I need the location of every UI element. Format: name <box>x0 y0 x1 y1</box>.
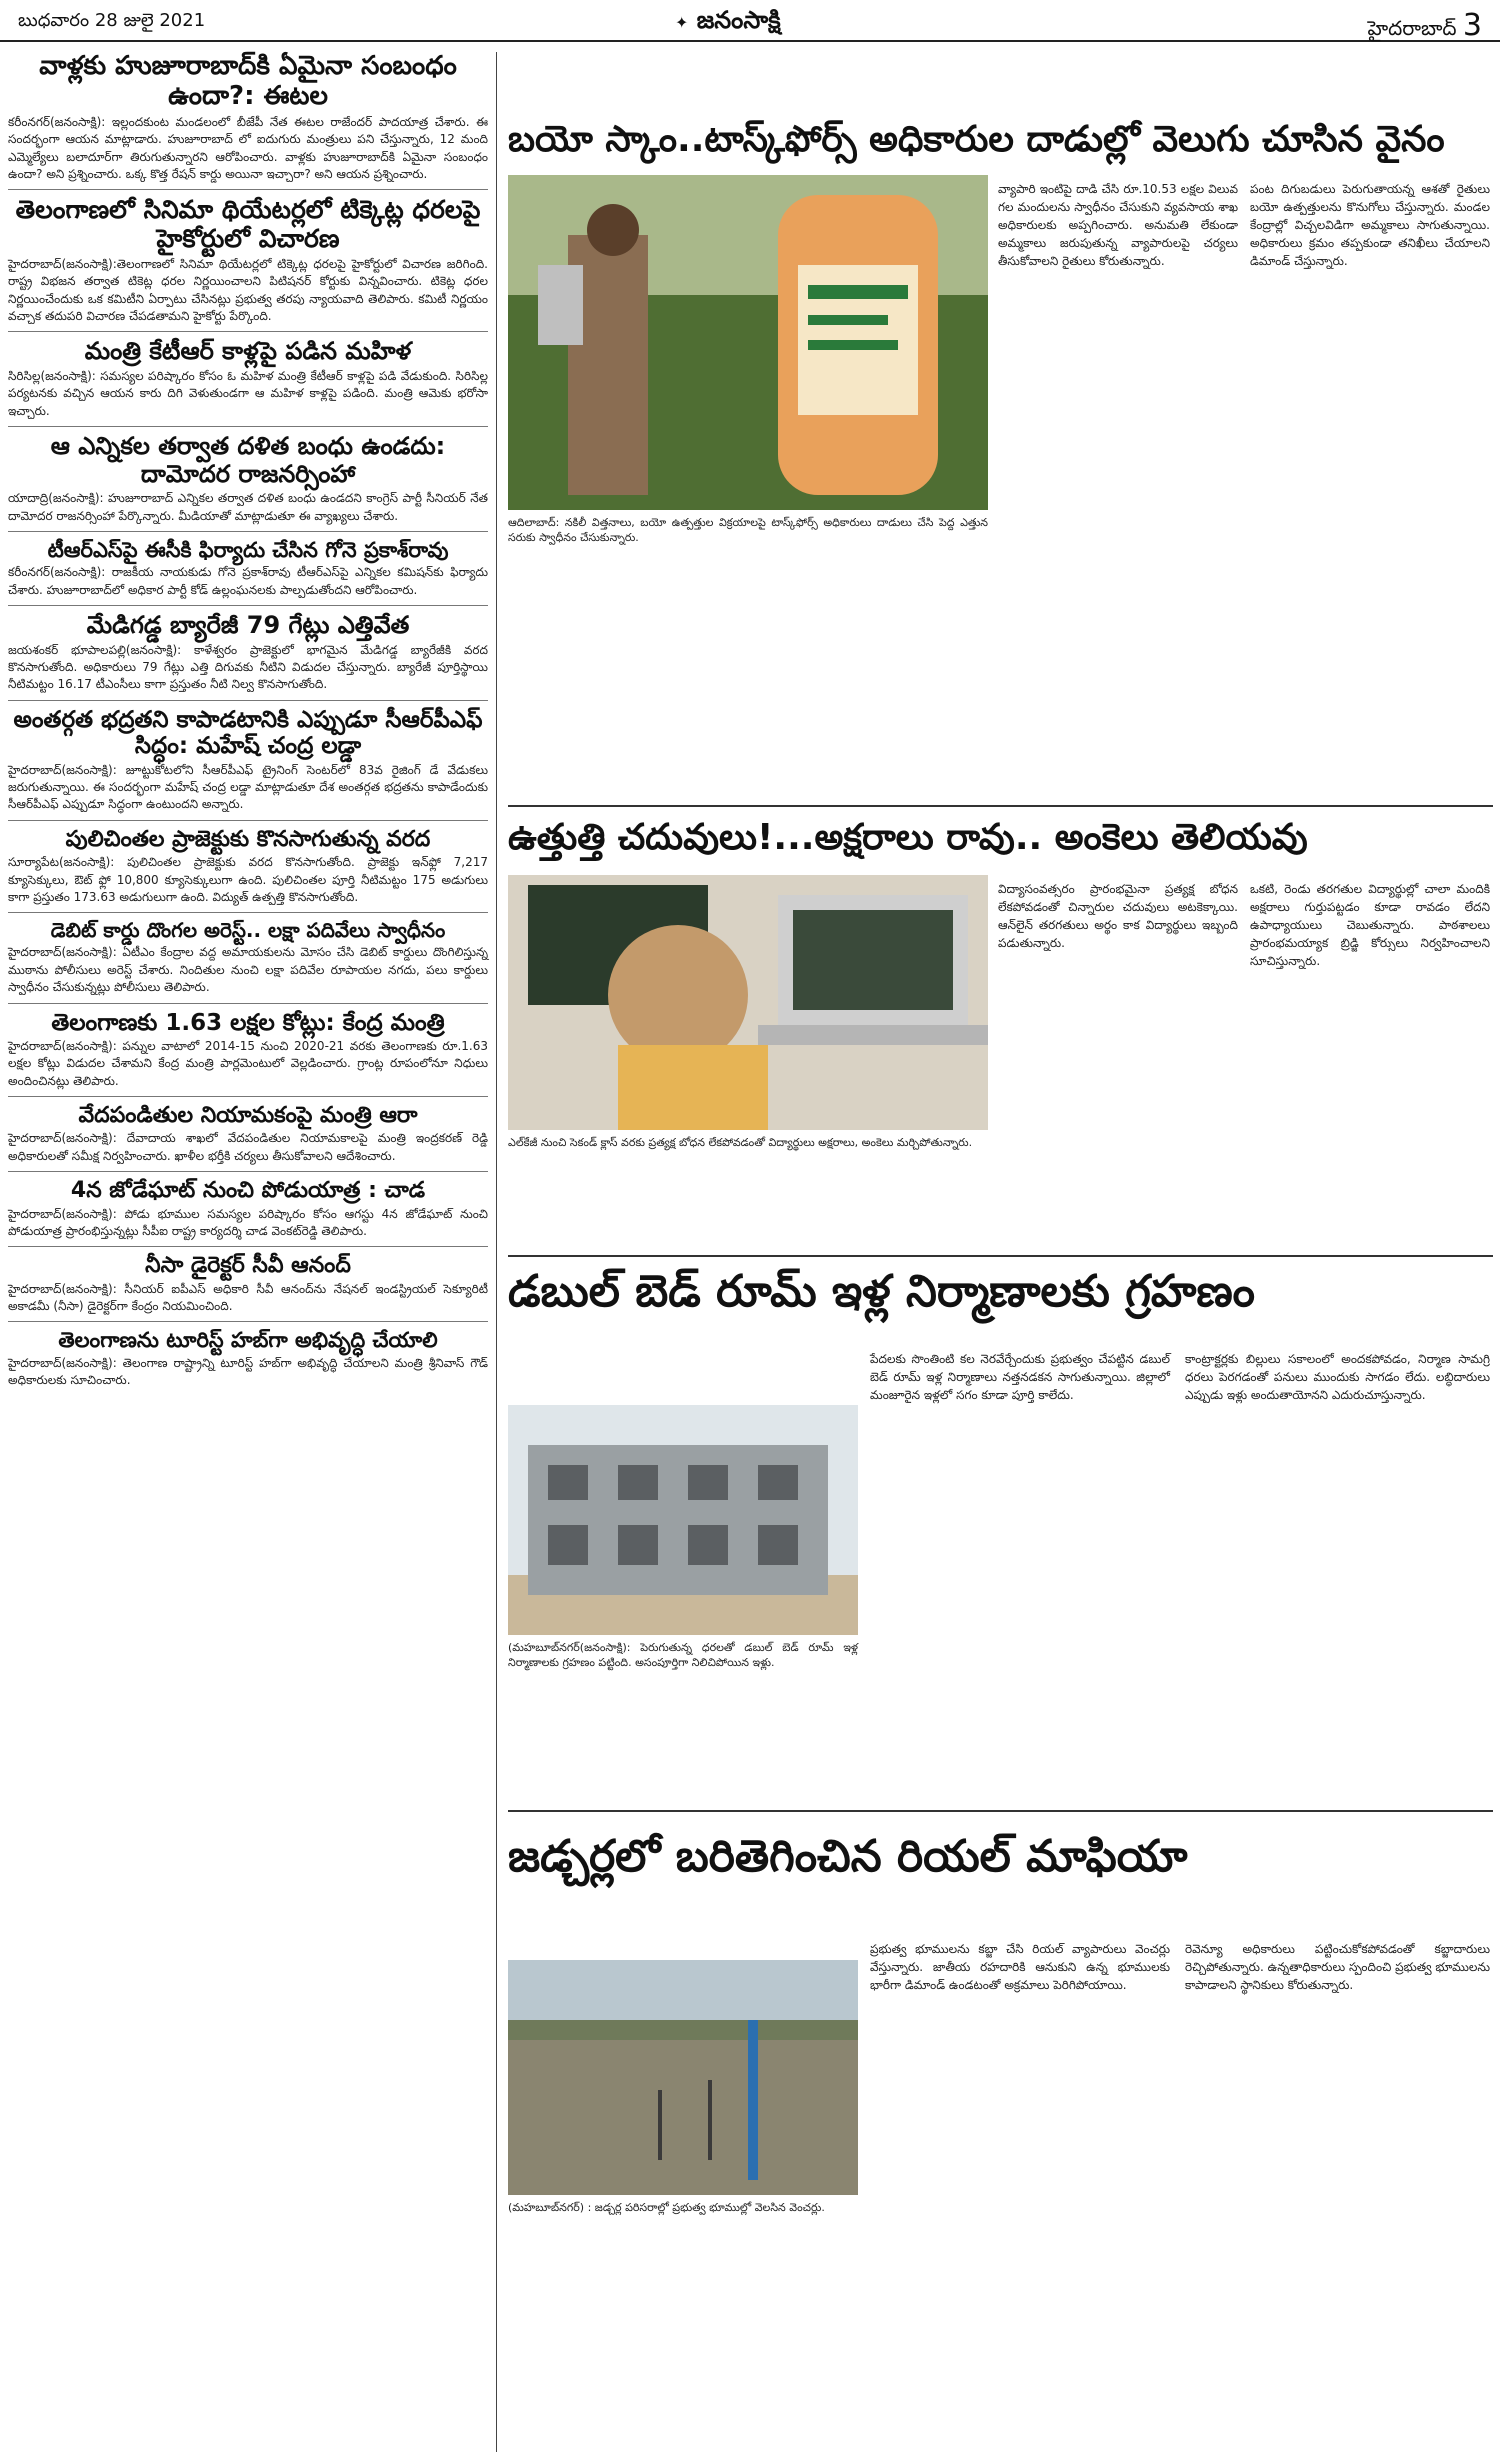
story-column: రెవెన్యూ అధికారులు పట్టించుకోకపోవడంతో కబ్జాదారులు రెచ్చిపోతున్నారు. ఉన్నతాధికారులు స్పందించి ప్రభుత్వ భూములను కాపాడాలని స్థానికులు కోరుతున్నారు. <box>1185 1942 1490 1992</box>
divider <box>8 605 488 606</box>
news-body: హైదరాబాద్‌(జనంసాక్షి): దేవాదాయ శాఖలో వేదపండితుల నియామకాలపై మంత్రి ఇంద్రకరణ్‌ రెడ్డి అధికారులతో సమీక్ష నిర్వహించారు. ఖాళీల భర్తీకి చర్యలు తీసుకోవాలని ఆదేశించారు. <box>8 1131 488 1163</box>
edition-city: హైదరాబాద్ <box>1367 16 1457 40</box>
news-item <box>8 52 488 183</box>
divider <box>8 1321 488 1322</box>
news-item <box>8 919 488 996</box>
farmer-spraying-photo <box>508 175 988 510</box>
story-headline-real-estate: జడ్చర్లలో బరితెగించిన రియల్‌ మాఫియా <box>508 1831 1188 1882</box>
news-item <box>8 827 488 906</box>
news-headline: నీసా డైరెక్టర్‌ సీవీ ఆనంద్‌ <box>145 1253 351 1279</box>
news-item <box>8 538 488 599</box>
news-headline: పులిచింతల ప్రాజెక్టుకు కొనసాగుతున్న వరద <box>65 826 431 852</box>
story-column: విద్యాసంవత్సరం ప్రారంభమైనా ప్రత్యక్ష బోధన లేకపోవడంతో చిన్నారుల చదువులు అటకెక్కాయి. ఆన్‌లైన్‌ తరగతులు అర్థం కాక విద్యార్థులు ఇబ్బంది పడుతున్నారు. <box>998 882 1238 950</box>
divider <box>8 912 488 913</box>
news-headline: డెబిట్‌ కార్డు దొంగల అరెస్ట్‌.. లక్షా పదివేలు స్వాధీనం <box>50 918 446 943</box>
news-item <box>8 612 488 694</box>
divider <box>8 189 488 190</box>
divider <box>8 820 488 821</box>
divider <box>8 1003 488 1004</box>
story-column: పేదలకు సొంతింటి కల నెరవేర్చేందుకు ప్రభుత్వం చేపట్టిన డబుల్‌ బెడ్‌ రూమ్‌ ఇళ్ల నిర్మాణాలు నత్తనడకన సాగుతున్నాయి. జిల్లాలో మంజూరైన ఇళ్లలో సగం కూడా పూర్తి కాలేదు. <box>870 1352 1170 1402</box>
news-item <box>8 1103 488 1165</box>
masthead-right <box>1367 8 1482 45</box>
story-column: ప్రభుత్వ భూములను కబ్జా చేసి రియల్‌ వ్యాపారులు వెంచర్లు వేస్తున్నారు. జాతీయ రహదారికి ఆనుకుని ఉన్న భూములకు భారీగా డిమాండ్‌ ఉండటంతో అక్రమాలు పెరిగిపోయాయి. <box>870 1942 1170 1992</box>
news-headline: తెలంగాణను టూరిస్ట్‌ హబ్‌గా అభివృద్ధి చేయాలి <box>58 1328 438 1353</box>
column-divider <box>496 52 497 2452</box>
news-body: సూర్యాపేట(జనంసాక్షి): పులిచింతల ప్రాజెక్టుకు వరద కొనసాగుతోంది. ప్రాజెక్టు ఇన్‌ఫ్లో 7,217 క్యూసెక్కులు, ఔట్‌ ఫ్లో 10,800 క్యూసెక్కులుగా ఉంది. పులిచింతల పూర్తి నీటిమట్టం 175 అడుగులు కాగా ప్రస్తుతం 173.63 అడుగులుగా ఉంది. విద్యుత్‌ ఉత్పత్తి కొనసాగుతోంది. <box>8 855 488 904</box>
masthead <box>0 0 1500 42</box>
divider <box>508 1255 1493 1257</box>
story-column: పంట దిగుబడులు పెరుగుతాయన్న ఆశతో రైతులు బయో ఉత్పత్తులను కొనుగోలు చేస్తున్నారు. మండల కేంద్రాల్లో విచ్చలవిడిగా అమ్మకాలు సాగుతున్నాయి. అధికారులు క్రమం తప్పకుండా తనిఖీలు చేయాలని డిమాండ్‌ చేస్తున్నారు. <box>1250 182 1490 268</box>
news-item <box>8 707 488 814</box>
issue-date: బుధవారం 28 జులై 2021 <box>18 10 206 31</box>
logo-icon: ✦ <box>675 13 689 32</box>
news-body: హైదరాబాద్‌(జనంసాక్షి):తెలంగాణలో సినిమా థియేటర్లలో టిక్కెట్ల ధరలపై హైకోర్టులో విచారణ జరిగింది. రాష్ట్ర విభజన తర్వాత టికెట్ల ధరల నిర్ణయించాలని పిటిషనర్‌ కోర్టుకు విన్నవించారు. టికెట్ల ధరల నిర్ణయించేందుకు ఒక కమిటీని ఏర్పాటు చేసినట్లు ప్రభుత్వ తరపు న్యాయవాది తెలిపారు. కమిటీ నిర్ణయం వచ్చాక తదుపరి విచారణ చేపడతామని హైకోర్టు పేర్కొంది. <box>8 256 488 324</box>
news-headline: తెలంగాణకు 1.63 లక్షల కోట్లు: కేంద్ర మంత్రి <box>51 1009 445 1036</box>
story-column: కాంట్రాక్టర్లకు బిల్లులు సకాలంలో అందకపోవడం, నిర్మాణ సామగ్రి ధరలు పెరగడంతో పనులు ముందుకు సాగడం లేదు. లబ్ధిదారులు ఎప్పుడు ఇళ్లు అందుతాయోనని ఎదురుచూస్తున్నారు. <box>1185 1352 1490 1402</box>
story-headline-housing: డబుల్‌ బెడ్‌ రూమ్‌ ఇళ్ల నిర్మాణాలకు గ్రహణం <box>508 1266 1255 1317</box>
news-body: హైదరాబాద్‌(జనంసాక్షి): సీనియర్‌ ఐపీఎస్‌ అధికారి సీవీ ఆనంద్‌ను నేషనల్‌ ఇండస్ట్రియల్‌ సెక్యూరిటీ అకాడమీ (నీసా) డైరెక్టర్‌గా కేంద్రం నియమించింది. <box>8 1281 488 1313</box>
news-headline: 4న జోడేఘాట్‌ నుంచి పోడుయాత్ర : చాడ <box>70 1178 426 1204</box>
news-headline: మంత్రి కేటీఆర్‌ కాళ్లపై పడిన మహిళ <box>84 337 412 366</box>
divider <box>8 700 488 701</box>
photo-caption: ఎల్‌కేజీ నుంచి సెకండ్‌ క్లాస్‌ వరకు ప్రత్యక్ష బోధన లేకపోవడంతో విద్యార్థులు అక్షరాలు, అంకెలు మర్చిపోతున్నారు. <box>508 1136 973 1149</box>
news-body: హైదరాబాద్‌(జనంసాక్షి): ఏటీఎం కేంద్రాల వద్ద అమాయకులను మోసం చేసి డెబిట్‌ కార్డులు దొంగిలిస్తున్న ముఠాను పోలీసులు అరెస్ట్‌ చేశారు. నిందితుల నుంచి లక్షా పదివేల రూపాయల నగదు, పలు కార్డులు స్వాధీనం చేసుకున్నట్లు పోలీసులు తెలిపారు. <box>8 945 488 995</box>
news-headline: మేడిగడ్డ బ్యారేజీ 79 గేట్లు ఎత్తివేత <box>86 611 410 640</box>
news-body: హైదరాబాద్‌(జనంసాక్షి): జూట్టుకోటలోని సీఆర్‌పీఎఫ్‌ ట్రైనింగ్‌ సెంటర్‌లో 83వ రైజింగ్‌ డే వేడుకలు జరుగుతున్నాయి. ఈ సందర్భంగా మహేష్‌ చంద్ర లడ్డా మాట్లాడుతూ దేశ అంతర్గత భద్రతను కాపాడేందుకు సీఆర్‌పీఎఫ్‌ ఎప్పుడూ సిద్ధంగా ఉంటుందని అన్నారు. <box>8 762 488 812</box>
news-body: కరీంనగర్‌(జనంసాక్షి): రాజకీయ నాయకుడు గోనె ప్రకాశ్‌రావు టీఆర్‌ఎస్‌పై ఎన్నికల కమిషన్‌కు ఫిర్యాదు చేశారు. హుజూరాబాద్‌లో అధికార పార్టీ కోడ్‌ ఉల్లంఘనలకు పాల్పడుతోందని ఆరోపించారు. <box>8 565 488 597</box>
news-body: హైదరాబాద్‌(జనంసాక్షి): పన్నుల వాటాలో 2014-15 నుంచి 2020-21 వరకు తెలంగాణకు రూ.1.63 లక్షల కోట్లు విడుదల చేశామని కేంద్ర మంత్రి పార్లమెంటులో వెల్లడించారు. గ్రాంట్ల రూపంలోనూ నిధులు అందించినట్లు తెలిపారు. <box>8 1038 488 1088</box>
news-item <box>8 1010 488 1091</box>
news-headline: తెలంగాణలో సినిమా థియేటర్లలో టిక్కెట్ల ధరలపై హైకోర్టులో విచారణ <box>15 195 481 254</box>
land-venture-photo <box>508 1960 858 2195</box>
divider <box>8 331 488 332</box>
divider <box>8 426 488 427</box>
news-body: కరీంనగర్‌(జనంసాక్షి): ఇల్లందకుంట మండలంలో బీజేపీ నేత ఈటల రాజేందర్‌ పాదయాత్ర చేశారు. ఈ సందర్భంగా ఆయన మాట్లాడారు. హుజూరాబాద్‌ లో ఐదుగురు మంత్రులు పని చేస్తున్నారు, 12 మంది ఎమ్మెల్యేలు బలాదూర్‌గా తిరుగుతున్నారని ఆరోపించారు. వాళ్లకు హుజూరాబాద్‌కి ఏమైనా సంబంధం ఉందా? అని ప్రశ్నించారు. ఒక్క కొత్త రేషన్‌ కార్డు అయినా ఇచ్చారా? అని ఆయన ప్రశ్నించారు. <box>8 114 488 181</box>
divider <box>8 1096 488 1097</box>
news-item <box>8 1178 488 1240</box>
news-item <box>8 1328 488 1389</box>
news-headline: వేదపండితుల నియామకంపై మంత్రి ఆరా <box>78 1103 418 1129</box>
divider <box>8 1246 488 1247</box>
news-item <box>8 433 488 525</box>
news-body: సిరిసిల్ల(జనంసాక్షి): సమస్యల పరిష్కారం కోసం ఓ మహిళ మంత్రి కేటీఆర్‌ కాళ్లపై పడి వేడుకుంది. సిరిసిల్ల పర్యటనకు వచ్చిన ఆయన కారు దిగి వెళుతుండగా ఆ మహిళ కాళ్లపై పడింది. మంత్రి ఆమెకు భరోసా ఇచ్చారు. <box>8 369 488 418</box>
divider <box>508 805 1493 807</box>
photo-caption: (మహబూబ్‌నగర్‌) : జడ్చర్ల పరిసరాల్లో ప్రభుత్వ భూముల్లో వెలసిన వెంచర్లు. <box>508 2201 825 2214</box>
news-item <box>8 338 488 420</box>
story-headline-education: ఉత్తుత్తి చదువులు!...అక్షరాలు రావు.. అంకెలు తెలియవు <box>508 817 1308 858</box>
news-headline: వాళ్లకు హుజూరాబాద్‌కి ఏమైనా సంబంధం ఉందా?: ఈటల <box>39 51 457 111</box>
photo-caption: ఆదిలాబాద్‌: నకిలీ విత్తనాలు, బయో ఉత్పత్తుల విక్రయాలపై టాస్క్‌ఫోర్స్‌ అధికారులు దాడులు చేసి పెద్ద ఎత్తున సరుకు స్వాధీనం చేసుకున్నారు. <box>508 516 988 545</box>
photo-caption: (మహబూబ్‌నగర్‌(జనంసాక్షి): పెరుగుతున్న ధరలతో డబుల్‌ బెడ్‌ రూమ్‌ ఇళ్ల నిర్మాణాలకు గ్రహణం పట్టింది. అసంపూర్తిగా నిలిచిపోయిన ఇళ్లు. <box>508 1641 858 1670</box>
story-headline-bio-scam: బయో స్కాం..టాస్క్‌ఫోర్స్‌ అధికారుల దాడుల్లో వెలుగు చూసిన వైనం <box>508 119 1445 160</box>
housing-construction-photo <box>508 1405 858 1635</box>
news-headline: టీఆర్‌ఎస్‌పై ఈసీకి ఫిర్యాదు చేసిన గోనె ప్రకాశ్‌రావు <box>47 538 449 563</box>
divider <box>508 1810 1493 1812</box>
news-item <box>8 1253 488 1315</box>
divider <box>8 531 488 532</box>
left-news-column <box>8 52 488 1395</box>
news-body: హైదరాబాద్‌(జనంసాక్షి): తెలంగాణ రాష్ట్రాన్ని టూరిస్ట్‌ హబ్‌గా అభివృద్ధి చేయాలని మంత్రి శ్రీనివాస్‌ గౌడ్‌ అధికారులకు సూచించారు. <box>8 1355 488 1387</box>
news-body: హైదరాబాద్‌(జనంసాక్షి): పోడు భూముల సమస్యల పరిష్కారం కోసం ఆగస్టు 4న జోడేఘాట్‌ నుంచి పోడుయాత్ర ప్రారంభిస్తున్నట్లు సీపీఐ రాష్ట్ర కార్యదర్శి చాడ వెంకట్‌రెడ్డి తెలిపారు. <box>8 1206 488 1238</box>
newspaper-name: ✦ జనంసాక్షి <box>675 6 781 34</box>
child-laptop-photo <box>508 875 988 1130</box>
news-headline: అంతర్గత భద్రతని కాపాడటానికి ఎప్పుడూ సీఆర్‌పీఎఫ్‌ సిద్ధం: మహేష్‌ చంద్ర లడ్డా <box>13 706 483 760</box>
news-body: జయశంకర్‌ భూపాలపల్లి(జనంసాక్షి): కాళేశ్వరం ప్రాజెక్టులో భాగమైన మేడిగడ్డ బ్యారేజీకి వరద కొనసాగుతోంది. అధికారులు 79 గేట్లు ఎత్తి దిగువకు నీటిని విడుదల చేస్తున్నారు. బ్యారేజీ పూర్తిస్థాయి నీటిమట్టం 16.17 టీఎంసీలు కాగా ప్రస్తుతం నీటి నిల్వ కొనసాగుతోంది. <box>8 642 488 692</box>
story-column: వ్యాపారి ఇంటిపై దాడి చేసి రూ.10.53 లక్షల విలువ గల మందులను స్వాధీనం చేసుకుని వ్యవసాయ శాఖ అధికారులకు అప్పగించారు. అనుమతి లేకుండా అమ్మకాలు జరుపుతున్న వ్యాపారులపై చర్యలు తీసుకోవాలని రైతులు కోరుతున్నారు. <box>998 182 1238 268</box>
page-number: 3 <box>1462 8 1482 43</box>
news-headline: ఆ ఎన్నికల తర్వాత దళిత బంధు ఉండదు: దామోదర రాజనర్సింహా <box>50 432 446 488</box>
news-body: యాదాద్రి(జనంసాక్షి): హుజూరాబాద్‌ ఎన్నికల తర్వాత దళిత బంధు ఉండదని కాంగ్రెస్‌ పార్టీ సీనియర్‌ నేత దామోదర రాజనర్సింహా పేర్కొన్నారు. మీడియాతో మాట్లాడుతూ ఈ వ్యాఖ్యలు చేశారు. <box>8 491 488 523</box>
story-column: ఒకటి, రెండు తరగతుల విద్యార్థుల్లో చాలా మందికి అక్షరాలు గుర్తుపట్టడం కూడా రావడం లేదని ఉపాధ్యాయులు చెబుతున్నారు. పాఠశాలలు ప్రారంభమయ్యాక బ్రిడ్జి కోర్సులు నిర్వహించాలని సూచిస్తున్నారు. <box>1250 882 1490 968</box>
divider <box>8 1171 488 1172</box>
news-item <box>8 196 488 325</box>
